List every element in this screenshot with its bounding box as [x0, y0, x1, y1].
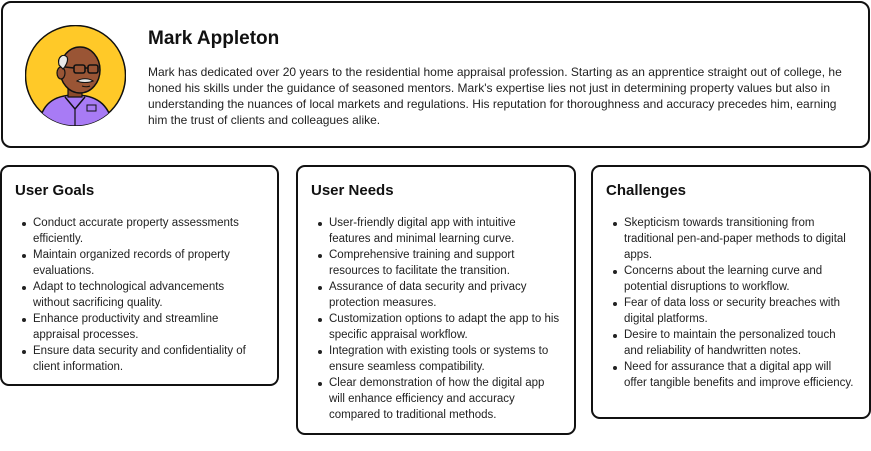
person-avatar-icon	[25, 25, 126, 126]
challenges-list	[606, 215, 855, 391]
persona-name: Mark Appleton	[148, 28, 280, 49]
list-item: Conduct accurate property assessments efficiently.	[15, 215, 263, 247]
list-item: Concerns about the learning curve and potential disruptions to workflow.	[606, 263, 855, 295]
list-item: Skepticism towards transitioning from traditional pen-and-paper methods to digital apps.	[606, 215, 855, 263]
list-item: Integration with existing tools or systems to ensure seamless compatibility.	[311, 343, 560, 375]
list-item: Customization options to adapt the app to his specific appraisal workflow.	[311, 311, 560, 343]
challenges-title: Challenges	[606, 182, 687, 199]
list-item: Ensure data security and confidentiality of client information.	[15, 343, 263, 375]
challenges-card	[591, 165, 871, 419]
list-item: User-friendly digital app with intuitive features and minimal learning curve.	[311, 215, 560, 247]
persona-bio: Mark has dedicated over 20 years to the residential home appraisal profession. Starting as an apprentice straight out of college, he honed his skills under the guidance of seasoned mentors. Mark's expertise lies not just in determining property values but also in understanding the nuances of local markets and regulations. His reputation for thoroughness and accuracy precedes him, earning him the trust of clients and colleagues alike.	[148, 65, 842, 127]
user-needs-card	[296, 165, 576, 435]
user-goals-card	[0, 165, 279, 386]
list-item: Comprehensive training and support resources to facilitate the transition.	[311, 247, 560, 279]
user-goals-title: User Goals	[15, 182, 95, 199]
user-goals-list	[15, 215, 263, 375]
persona-profile-card	[1, 1, 870, 148]
user-needs-list	[311, 215, 560, 423]
list-item: Fear of data loss or security breaches with digital platforms.	[606, 295, 855, 327]
list-item: Maintain organized records of property evaluations.	[15, 247, 263, 279]
list-item: Clear demonstration of how the digital app will enhance efficiency and accuracy compared to traditional methods.	[311, 375, 560, 423]
list-item: Desire to maintain the personalized touch and reliability of handwritten notes.	[606, 327, 855, 359]
list-item: Need for assurance that a digital app will offer tangible benefits and improve efficiency.	[606, 359, 855, 391]
list-item: Enhance productivity and streamline appraisal processes.	[15, 311, 263, 343]
user-needs-title: User Needs	[311, 182, 394, 199]
list-item: Assurance of data security and privacy protection measures.	[311, 279, 560, 311]
list-item: Adapt to technological advancements without sacrificing quality.	[15, 279, 263, 311]
